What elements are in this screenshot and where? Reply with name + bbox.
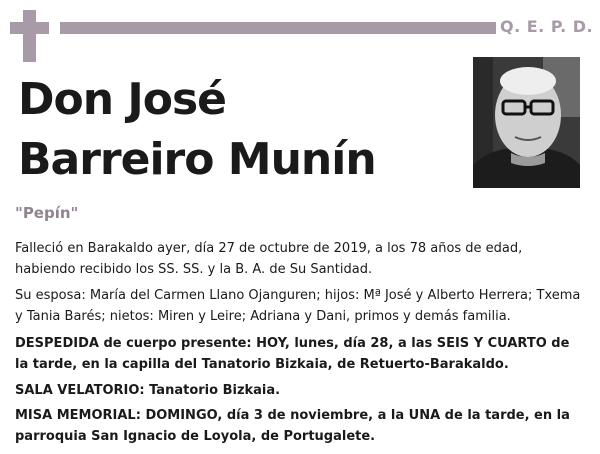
memorial-mass-paragraph: MISA MEMORIAL: DOMINGO, día 3 de noviembre, a la UNA de la tarde, en la parroquia San Ignacio de Loyola, de Portugalete. xyxy=(15,408,570,444)
nickname: "Pepín" xyxy=(15,204,79,222)
family-paragraph: Su esposa: María del Carmen Llano Ojanguren; hijos: Mª José y Alberto Herrera; Txema y Tania Barés; nietos: Miren y Leire; Adriana y Dani, primos y demás familia. xyxy=(15,288,581,324)
wake-room-paragraph: SALA VELATORIO: Tanatorio Bizkaia. xyxy=(15,383,281,398)
deceased-name xyxy=(18,70,376,190)
farewell-paragraph: DESPEDIDA de cuerpo presente: HOY, lunes, día 28, a las SEIS Y CUARTO de la tarde, en la capilla del Tanatorio Bizkaia, de Retuerto-Barakaldo. xyxy=(15,336,570,372)
portrait-photo-graphic xyxy=(473,57,580,188)
cross-vertical-bar xyxy=(23,10,36,62)
name-line-2: Barreiro Munín xyxy=(18,134,376,185)
name-line-1: Don José xyxy=(18,74,227,125)
death-notice-paragraph: Falleció en Barakaldo ayer, día 27 de octubre de 2019, a los 78 años de edad, habiendo recibido los SS. SS. y la B. A. de Su Santidad. xyxy=(15,241,523,277)
portrait-photo xyxy=(473,57,580,188)
qepd-label: Q. E. P. D. xyxy=(500,17,594,36)
header-divider-bar xyxy=(60,22,496,34)
cross-horizontal-bar xyxy=(10,22,49,34)
